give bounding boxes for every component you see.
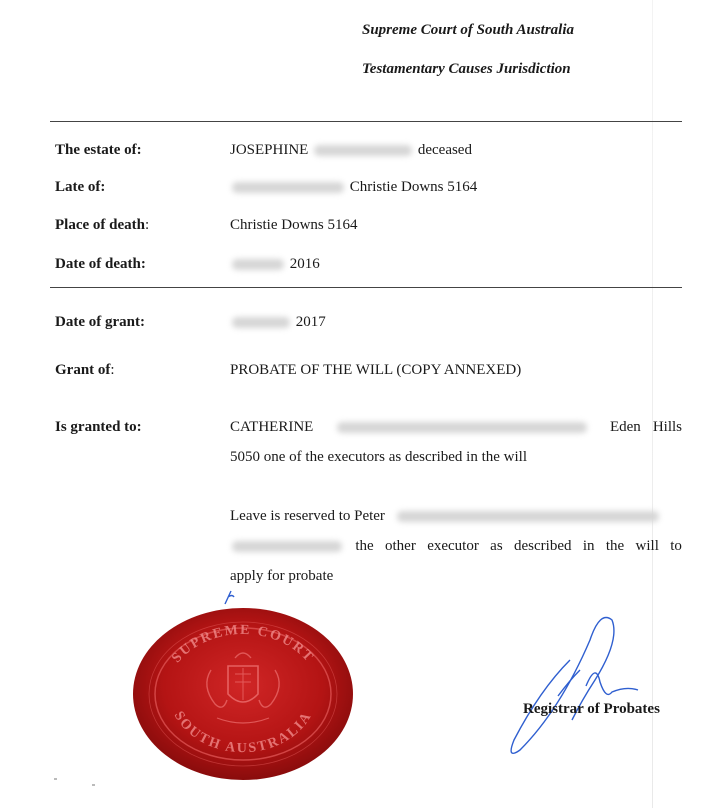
leave-reserved-paragraph [230, 501, 682, 591]
grantee-suburb [610, 412, 682, 442]
leave-line-2-word: in [582, 538, 595, 554]
late-of-suburb: Christie Downs 5164 [349, 179, 478, 195]
grant-of-value: PROBATE OF THE WILL (COPY ANNEXED) [230, 362, 522, 378]
court-seal-icon [131, 606, 356, 782]
top-rule [50, 121, 682, 122]
grantee-first-name: CATHERINE [230, 419, 314, 435]
late-of-label: Late of: [55, 179, 106, 195]
redacted-executor-details [397, 511, 659, 522]
date-of-death-year: 2016 [289, 256, 320, 272]
leave-line-1-text: Leave is reserved to Peter [230, 508, 385, 524]
leave-line-2-word: described [514, 538, 572, 554]
grant-of-label [55, 362, 115, 379]
date-of-grant-label: Date of grant: [55, 314, 145, 330]
leave-line-2-word: other [385, 538, 416, 554]
leave-line-2-word: the [605, 538, 625, 554]
grant-of-label-colon: : [110, 362, 115, 378]
middle-rule [50, 287, 682, 288]
registrar-signature [500, 600, 650, 760]
estate-value [230, 142, 472, 159]
redacted-street-address [232, 182, 344, 193]
scan-speck [54, 778, 57, 780]
scan-speck [92, 784, 95, 786]
redacted-day-month [232, 259, 284, 270]
late-of-value [230, 179, 477, 196]
leave-line-2 [230, 531, 682, 561]
date-of-death-value [230, 256, 320, 273]
granted-to-paragraph [230, 412, 682, 472]
date-of-grant-year: 2017 [295, 314, 326, 330]
leave-line-1 [230, 501, 682, 531]
granted-to-line-2: 5050 one of the executors as described in the will [230, 449, 527, 465]
leave-line-2-word: will [635, 538, 659, 554]
registrar-label: Registrar of Probates [523, 701, 660, 717]
estate-suffix: deceased [417, 142, 472, 158]
leave-line-2-word: executor [427, 538, 479, 554]
redacted-grant-day-month [232, 317, 290, 328]
seal-bottom-lettering: SOUTH AUSTRALIA [170, 708, 316, 757]
grant-of-label-text: Grant of [55, 362, 111, 378]
leave-line-2-word: to [670, 538, 682, 554]
court-name: Supreme Court of South Australia [362, 22, 575, 38]
leave-line-2-word: as [490, 538, 503, 554]
estate-first-name: JOSEPHINE [230, 142, 309, 158]
date-of-death-label: Date of death: [55, 256, 146, 272]
leave-line-3: apply for probate [230, 568, 334, 584]
granted-to-label: Is granted to: [55, 419, 142, 435]
initial-mark-icon [223, 588, 237, 606]
estate-label: The estate of: [55, 142, 142, 158]
place-of-death-label [55, 217, 149, 234]
date-of-grant-value [230, 314, 326, 331]
seal-top-lettering: SUPREME COURT [169, 622, 317, 666]
place-of-death-label-colon: : [144, 217, 150, 233]
leave-line-2-word: the [355, 538, 374, 554]
redacted-surname [314, 145, 412, 156]
granted-to-line-1 [230, 412, 682, 442]
redacted-grantee-details [337, 422, 587, 433]
jurisdiction-name: Testamentary Causes Jurisdiction [362, 61, 571, 77]
place-of-death-label-text: Place of death [55, 217, 145, 233]
place-of-death-value: Christie Downs 5164 [230, 217, 358, 233]
redacted-executor-suburb [232, 541, 342, 552]
grantee-suburb-word-2: Hills [652, 419, 682, 435]
grantee-suburb-word-1: Eden [609, 419, 641, 435]
